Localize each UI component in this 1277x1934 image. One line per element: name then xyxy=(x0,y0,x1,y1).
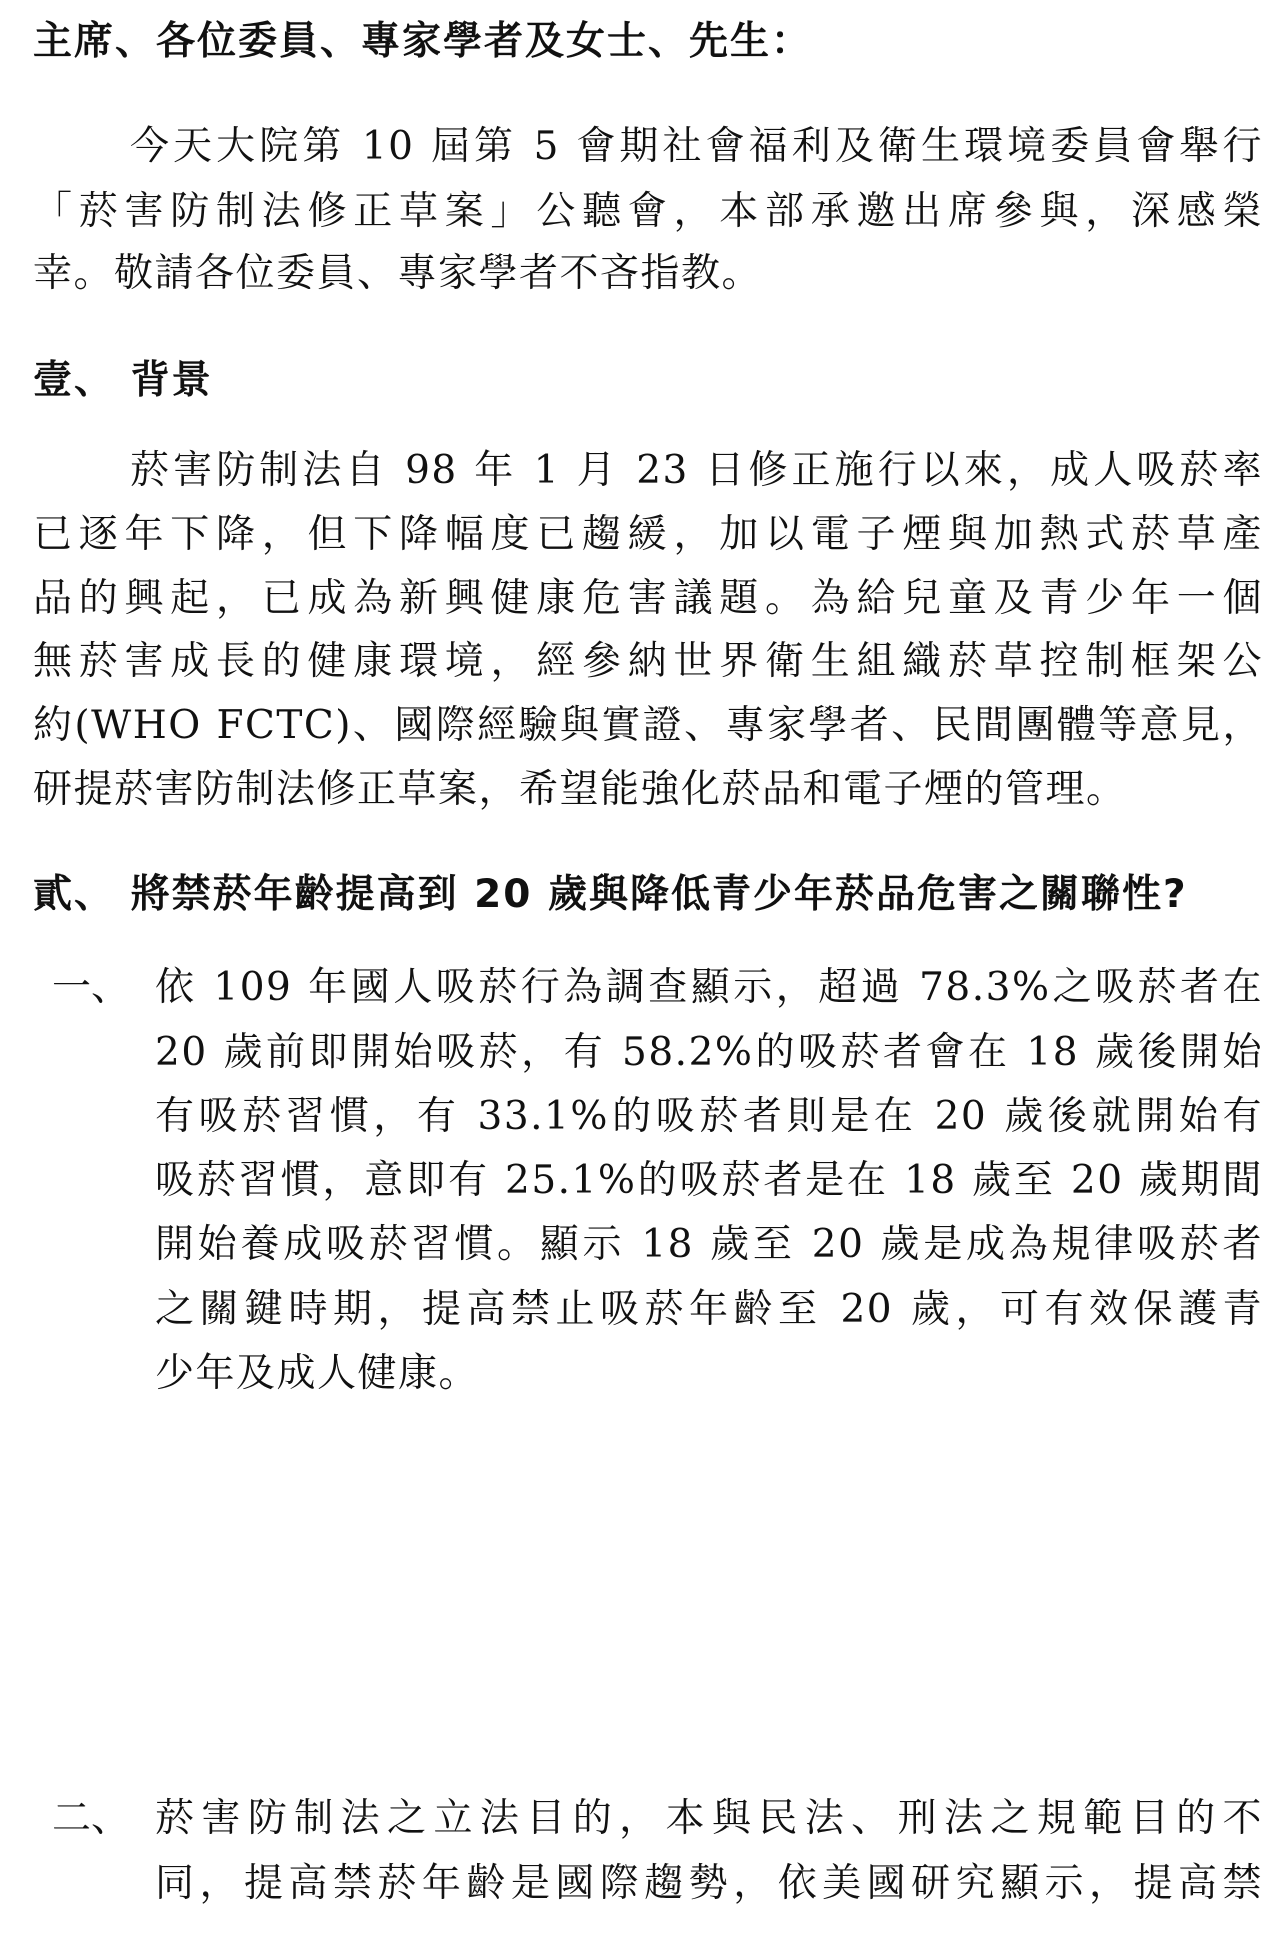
item1-line-4: 吸菸習慣，意即有 25.1%的吸菸者是在 18 歲至 20 歲期間 xyxy=(155,1158,1263,1203)
greeting: 主席、各位委員、專家學者及女士、先生： xyxy=(33,19,813,64)
item1-line-5: 開始養成吸菸習慣。顯示 18 歲至 20 歲是成為規律吸菸者 xyxy=(155,1222,1263,1267)
section1-line-2: 已逐年下降，但下降幅度已趨緩，加以電子煙與加熱式菸草產 xyxy=(33,512,1263,557)
section1-line-4: 無菸害成長的健康環境，經參納世界衛生組織菸草控制框架公 xyxy=(33,639,1263,684)
intro-line-2: 「菸害防制法修正草案」公聽會，本部承邀出席參與，深感榮 xyxy=(33,189,1263,234)
item1-line-1: 依 109 年國人吸菸行為調查顯示，超過 78.3%之吸菸者在 xyxy=(155,965,1263,1010)
intro-line-1: 今天大院第 10 屆第 5 會期社會福利及衛生環境委員會舉行 xyxy=(130,124,1263,169)
item-number-1: 一、 xyxy=(52,965,131,1010)
item2-line-1: 菸害防制法之立法目的，本與民法、刑法之規範目的不 xyxy=(155,1796,1263,1841)
item1-line-3: 有吸菸習慣，有 33.1%的吸菸者則是在 20 歲後就開始有 xyxy=(155,1094,1263,1139)
section1-line-3: 品的興起，已成為新興健康危害議題。為給兒童及青少年一個 xyxy=(33,576,1263,621)
item-number-2: 二、 xyxy=(52,1796,131,1841)
item1-line-7: 少年及成人健康。 xyxy=(155,1351,480,1396)
section1-line-6: 研提菸害防制法修正草案，希望能強化菸品和電子煙的管理。 xyxy=(33,767,1127,812)
section1-line-1: 菸害防制法自 98 年 1 月 23 日修正施行以來，成人吸菸率 xyxy=(130,448,1263,493)
item1-line-6: 之關鍵時期，提高禁止吸菸年齡至 20 歲，可有效保護青 xyxy=(155,1287,1263,1332)
section-heading-background: 壹、 背景 xyxy=(33,358,213,403)
section-heading-age-limit: 貳、 將禁菸年齡提高到 20 歲與降低青少年菸品危害之關聯性? xyxy=(33,872,1188,917)
intro-line-3: 幸。敬請各位委員、專家學者不吝指教。 xyxy=(33,251,763,296)
item1-line-2: 20 歲前即開始吸菸，有 58.2%的吸菸者會在 18 歲後開始 xyxy=(155,1030,1263,1075)
section1-line-5: 約(WHO FCTC)、國際經驗與實證、專家學者、民間團體等意見， xyxy=(33,703,1263,748)
item2-line-2: 同，提高禁菸年齡是國際趨勢，依美國研究顯示，提高禁 xyxy=(155,1861,1263,1906)
